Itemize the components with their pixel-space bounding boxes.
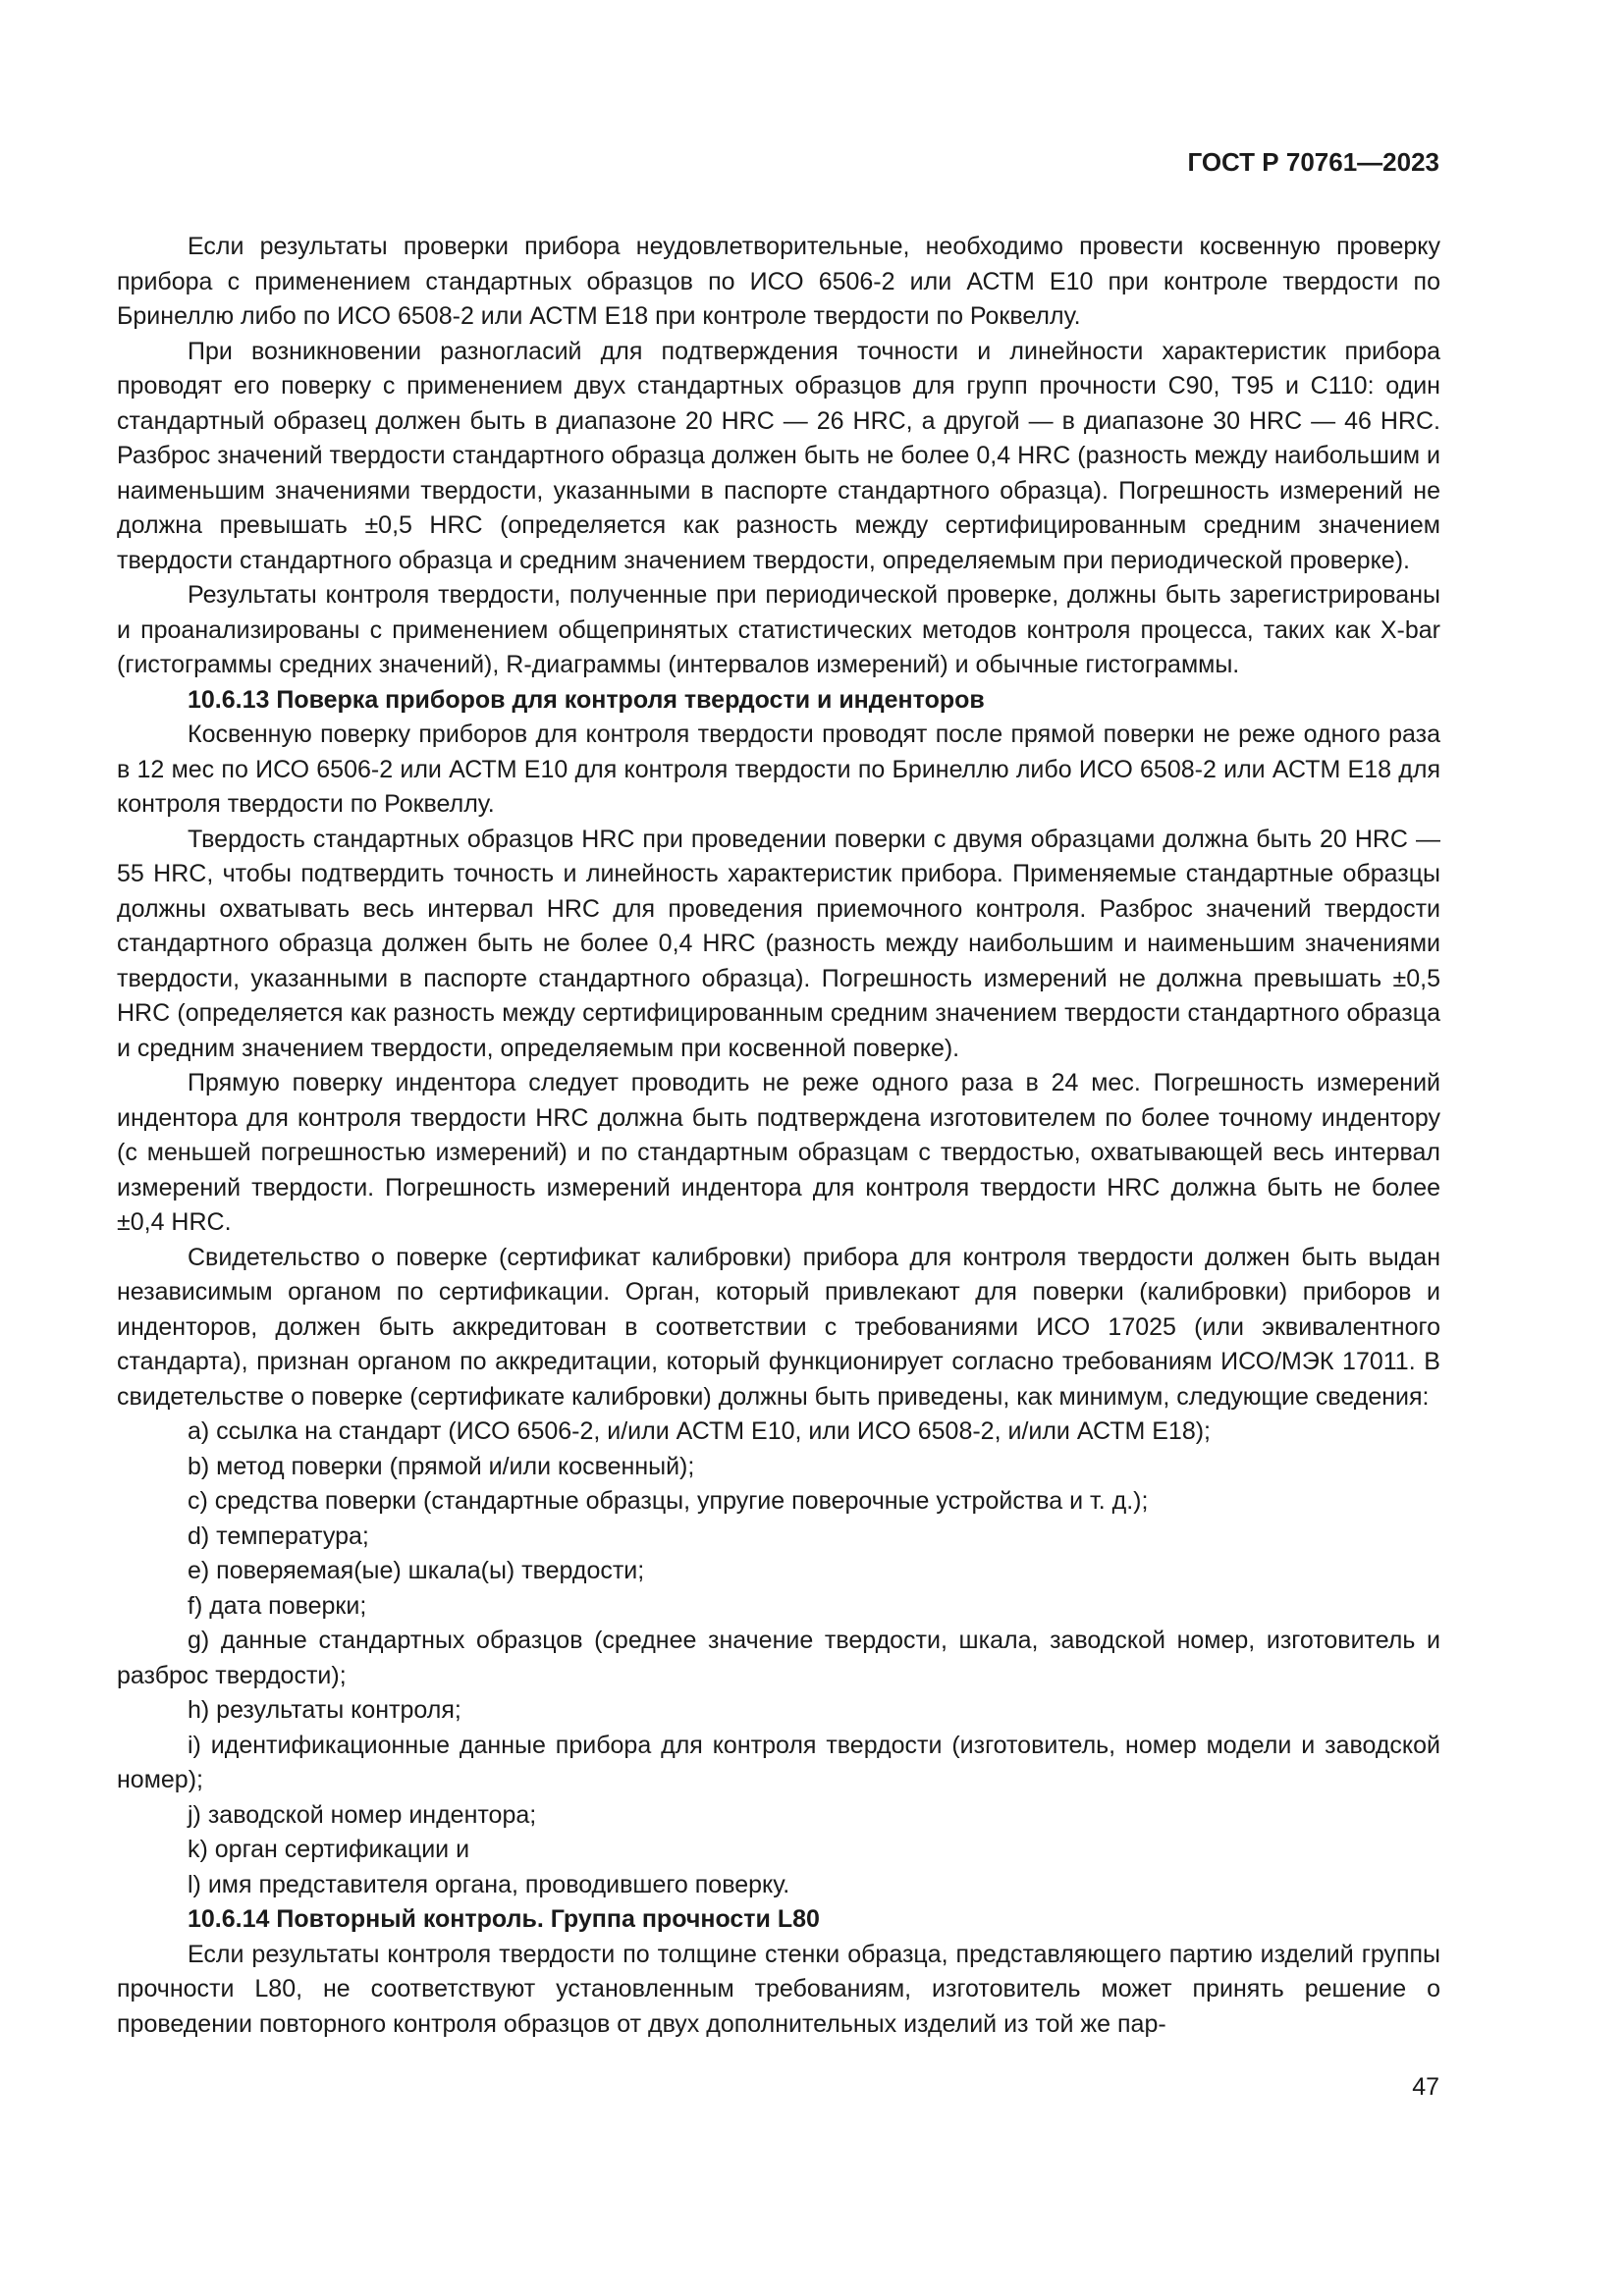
list-item: k) орган сертификации и (188, 1836, 470, 1863)
list-item: e) поверяемая(ые) шкала(ы) твердости; (188, 1557, 645, 1584)
paragraph: Результаты контроля твердости, полученные при периодической проверке, должны быть зарегистрированы и проанализированы с применением общепринятых статистических методов контроля процесса, таких как X-bar (гистограммы средних значений), R-диаграммы (интервалов измерений) и обычные гистограммы. (117, 581, 1440, 678)
section-heading-10-6-13: 10.6.13 Поверка приборов для контроля твердости и инденторов (188, 685, 985, 714)
page-number: 47 (1412, 2073, 1439, 2101)
paragraph: Твердость стандартных образцов HRC при проведении поверки с двумя образцами должна быть 20 HRC — 55 HRC, чтобы подтвердить точность и линейность характеристик прибора. Применяемые стандартные образцы должны охватывать весь интервал HRC для проведения приемочного контроля. Разброс значений твердости стандартного образца должен быть не более 0,4 HRC (разность между наибольшим и наименьшим значениями твердости, указанными в паспорте стандартного образца). Погрешность измерений не должна превышать ±0,5 HRC (определяется как разность между сертифицированным средним значением твердости стандартного образца и средним значением твердости, определяемым при косвенной поверке). (117, 825, 1440, 1062)
list-item: c) средства поверки (стандартные образцы, упругие поверочные устройства и т. д.); (188, 1487, 1149, 1515)
paragraph: Косвенную поверку приборов для контроля твердости проводят после прямой поверки не реже одного раза в 12 мес по ИСО 6506-2 или АСТМ Е10 для контроля твердости по Бринеллю либо ИСО 6508-2 или АСТМ Е18 для контроля твердости по Роквеллу. (117, 721, 1440, 818)
document-header: ГОСТ Р 70761—2023 (1187, 147, 1439, 177)
list-item: g) данные стандартных образцов (среднее значение твердости, шкала, заводской номер, изготовитель и разброс твердости); (117, 1627, 1440, 1689)
list-item: j) заводской номер индентора; (188, 1800, 537, 1829)
paragraph: Свидетельство о поверке (сертификат калибровки) прибора для контроля твердости должен быть выдан независимым органом по сертификации. Орган, который привлекают для поверки (калибровки) приборов и инденторов, должен быть аккредитован в соответствии с требованиями ИСО 17025 (или эквивалентного стандарта), признан органом по аккредитации, который функционирует согласно требованиям ИСО/МЭК 17011. В свидетельстве о поверке (сертификате калибровки) должны быть приведены, как минимум, следующие сведения: (117, 1243, 1440, 1411)
paragraph: Если результаты проверки прибора неудовлетворительные, необходимо провести косвенную проверку прибора с применением стандартных образцов по ИСО 6506-2 или АСТМ Е10 при контроле твердости по Бринеллю либо по ИСО 6508-2 или АСТМ Е18 при контроле твердости по Роквеллу. (117, 233, 1440, 330)
section-heading-10-6-14: 10.6.14 Повторный контроль. Группа прочности L80 (188, 1905, 820, 1933)
paragraph: Прямую поверку индентора следует проводить не реже одного раза в 24 мес. Погрешность измерений индентора для контроля твердости HRC должна быть подтверждена изготовителем по более точному индентору (с меньшей погрешностью измерений) и по стандартным образцам с твердостью, охватывающей весь интервал измерений твердости. Погрешность измерений индентора для контроля твердости HRC должна быть не более ±0,4 HRC. (117, 1069, 1440, 1236)
list-item: i) идентификационные данные прибора для контроля твердости (изготовитель, номер модели и заводской номер); (117, 1731, 1440, 1793)
list-item: b) метод поверки (прямой и/или косвенный); (188, 1452, 695, 1480)
list-item: l) имя представителя органа, проводившего поверку. (188, 1870, 790, 1898)
list-item: f) дата поверки; (188, 1591, 367, 1620)
list-item: h) результаты контроля; (188, 1696, 461, 1724)
paragraph: Если результаты контроля твердости по толщине стенки образца, представляющего партию изделий группы прочности L80, не соответствуют установленным требованиям, изготовитель может принять решение о проведении повторного контроля образцов от двух дополнительных изделий из той же пар- (117, 1940, 1440, 2038)
paragraph: При возникновении разногласий для подтверждения точности и линейности характеристик прибора проводят его поверку с применением двух стандартных образцов для групп прочности С90, Т95 и С110: один стандартный образец должен быть в диапазоне 20 HRC — 26 HRC, а другой — в диапазоне 30 HRC — 46 HRC. Разброс значений твердости стандартного образца должен быть не более 0,4 HRC (разность между наибольшим и наименьшим значениями твердости, указанными в паспорте стандартного образца). Погрешность измерений не должна превышать ±0,5 HRC (определяется как разность между сертифицированным средним значением твердости стандартного образца и средним значением твердости, определяемым при периодической проверке). (117, 337, 1440, 574)
list-item: a) ссылка на стандарт (ИСО 6506-2, и/или АСТМ Е10, или ИСО 6508-2, и/или АСТМ Е18); (188, 1417, 1211, 1445)
document-body (117, 230, 1440, 2042)
list-item: d) температура; (188, 1522, 369, 1550)
